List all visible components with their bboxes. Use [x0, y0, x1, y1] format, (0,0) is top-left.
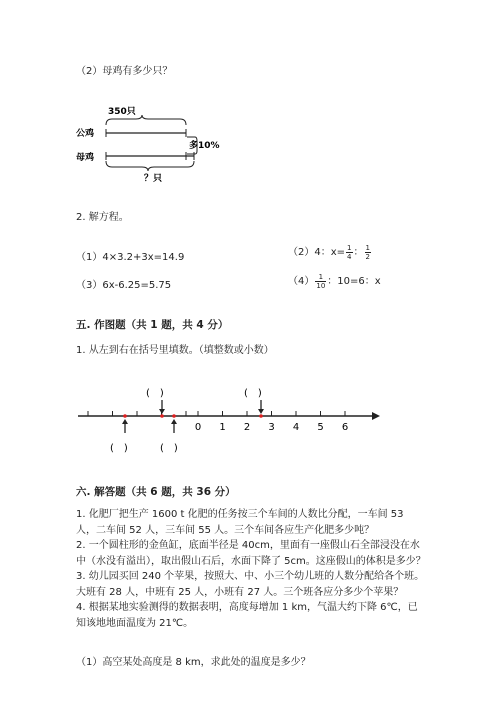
fraction-one-half: $\frac{1}{2}$ [365, 243, 370, 261]
point-marker-4 [259, 414, 263, 418]
axis-tick-label: 2 [243, 422, 251, 433]
axis-tick-label: 5 [317, 422, 324, 433]
point-marker-3 [172, 414, 176, 418]
axis-tick-label: 0 [194, 422, 202, 433]
paren-bottom-left: ( ) [110, 443, 128, 454]
axis-tick-label: 6 [341, 422, 349, 433]
number-line [76, 378, 386, 458]
fraction-one-tenth: $\frac{1}{10}$ [316, 272, 326, 290]
section-5-question-1: 1. 从左到右在括号里填数。（填整数或小数） [76, 345, 274, 356]
point-marker-1 [123, 414, 127, 418]
label-hens: 母鸡 [76, 153, 95, 163]
question-2-title: （2）母鸡有多少只？ [76, 66, 173, 77]
axis-tick-label: 4 [292, 422, 300, 433]
label-roosters: 公鸡 [76, 129, 95, 139]
sub-question-1: （1）高空某处高度是 8 km，求此处的温度是多少？ [76, 657, 311, 668]
axis-arrowhead [372, 412, 380, 420]
equation-3: （3）6x-6.25=5.75 [76, 280, 172, 291]
paren-top-right: ( ) [244, 388, 262, 399]
fraction-one-quarter: $\frac{1}{4}$ [347, 243, 352, 261]
section-2-title: 2. 解方程。 [76, 212, 129, 223]
problem-3: 3. 幼儿园买回 240 个苹果，按照大、中、小三个幼儿班的人数分配给各个班。大班有 28 人，中班有 25 人，小班有 27 人。三个班各应分多少个苹果？ [76, 571, 425, 598]
diff-label: 多10% [189, 141, 220, 151]
bottom-brace [106, 161, 194, 171]
problem-4: 4. 根据某地实验测得的数据表明，高度每增加 1 km，气温大约下降 6℃，已知该地地面温度为 21℃。 [76, 602, 418, 629]
section-5-title: 五. 作图题（共 1 题，共 4 分） [76, 319, 229, 331]
problem-2: 2. 一个圆柱形的金鱼缸，底面半径是 40cm，里面有一座假山石全部浸没在水中（水没有溢出），取出假山石后，水面下降了 5cm。这座假山的体积是多少？ [76, 540, 426, 567]
equation-1: （1）4×3.2+3x=14.9 [76, 252, 185, 263]
paren-bottom-right: ( ) [160, 443, 178, 454]
axis-tick-label: 1 [219, 422, 226, 433]
point-marker-2 [160, 414, 164, 418]
paren-top-left: ( ) [146, 388, 164, 399]
diagram-top-value: 350只 [108, 107, 136, 117]
equation-4: （4） $\frac{1}{10}$ ：10=6：x [288, 272, 381, 290]
bar-diagram [70, 105, 250, 185]
axis-tick-label: 3 [268, 422, 275, 433]
diagram-bottom-value: ？只 [144, 174, 163, 184]
equation-2: （2）4：x= $\frac{1}{4}$ ： $\frac{1}{2}$ [288, 243, 370, 261]
problem-1: 1. 化肥厂把生产 1600 t 化肥的任务按三个车间的人数比分配，一车间 53 人，二车间 52 人，三车间 55 人。三个车间各应生产化肥多少吨？ [76, 509, 404, 536]
section-6-title: 六. 解答题（共 6 题，共 36 分） [76, 486, 236, 498]
